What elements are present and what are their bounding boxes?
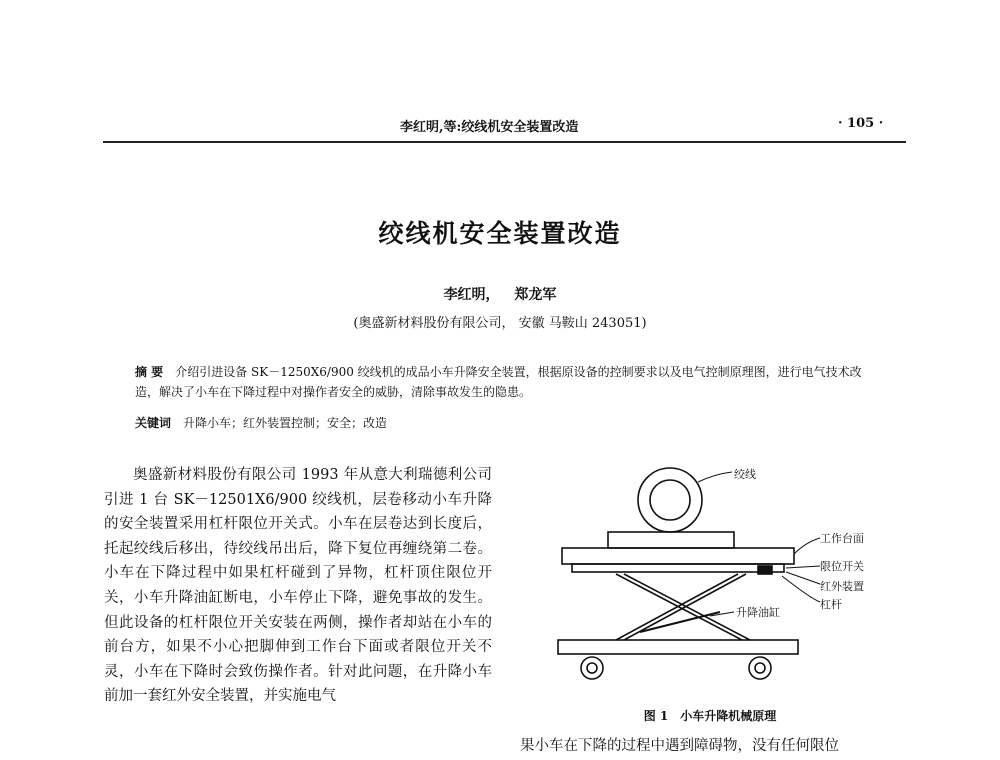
label-cylinder: 升降油缸 [736,606,780,619]
running-head-title: 李红明,等:绞线机安全装置改造 [400,120,579,135]
wheel-left-hub [587,663,597,673]
wheel-left [581,657,603,679]
page-number: · 105 · [838,116,884,131]
label-lever: 杠杆 [820,598,842,611]
label-worktable: 工作台面 [820,532,864,545]
leader-limit [786,566,820,568]
strand-reel-inner [650,480,690,520]
keywords [135,413,875,433]
keywords-text: 升降小车；红外装置控制；安全；改造 [183,416,388,430]
abstract-text: 介绍引进设备 SK－1250X6/900 绞线机的成品小车升降安全装置，根据原设备的控制要求以及电气控制原理图，进行电气技术改造，解决了小车在下降过程中对操作者安全的威胁，清除事故发生的隐患。 [135,365,862,399]
reel-support-block [608,532,734,548]
wheel-right-hub [755,663,765,673]
keywords-label: 关键词 [135,416,172,430]
wheel-right [749,657,771,679]
body-paragraph: 奥盛新材料股份有限公司 1993 年从意大利瑞德利公司引进 1 台 SK－12501X6/900 绞线机，层卷移动小车升降的安全装置采用杠杆限位开关式。小车在层卷达到长度后，托起绞线后移出，待绞线吊出后，降下复位再缠绕第二卷。小车在下降过程中如果杠杆碰到了异物，杠杆顶住限位开关，小车升降油缸断电，小车停止下降，避免事故的发生。但此设备的杠杆限位开关安装在两侧，操作者却站在小车的前台方，如果不小心把脚伸到工作台下面或者限位开关不灵，小车在下降时会致伤操作者。针对此问题，在升降小车前加一套红外安全装置，并实施电气 [104,467,492,705]
running-head [0,116,1000,136]
right-column-text: 果小车在下降的过程中遇到障碍物，没有任何限位 [520,738,839,754]
limit-switch-block [758,566,772,574]
figure-lift-cart [520,462,920,702]
leader-infrared [786,572,820,584]
affiliation: (奥盛新材料股份有限公司， 安徽 马鞍山 243051) [353,316,647,331]
header-rule [103,141,906,143]
leader-lever [782,576,820,602]
abstract [135,362,875,402]
authors: 李红明， 郑龙军 [443,287,557,303]
label-infrared: 红外装置 [820,580,864,593]
figure-caption: 图 1 小车升降机械原理 [643,709,777,723]
label-strand: 绞线 [734,468,756,481]
base-frame [558,640,798,654]
leader-strand [698,472,732,482]
strand-reel-outer [638,468,702,532]
worktable-underplate [572,564,784,572]
leader-worktable [794,538,820,554]
worktable [562,548,794,564]
label-limit-switch: 限位开关 [820,560,864,573]
article-title: 绞线机安全装置改造 [378,219,622,248]
abstract-label: 摘 要 [135,365,164,379]
